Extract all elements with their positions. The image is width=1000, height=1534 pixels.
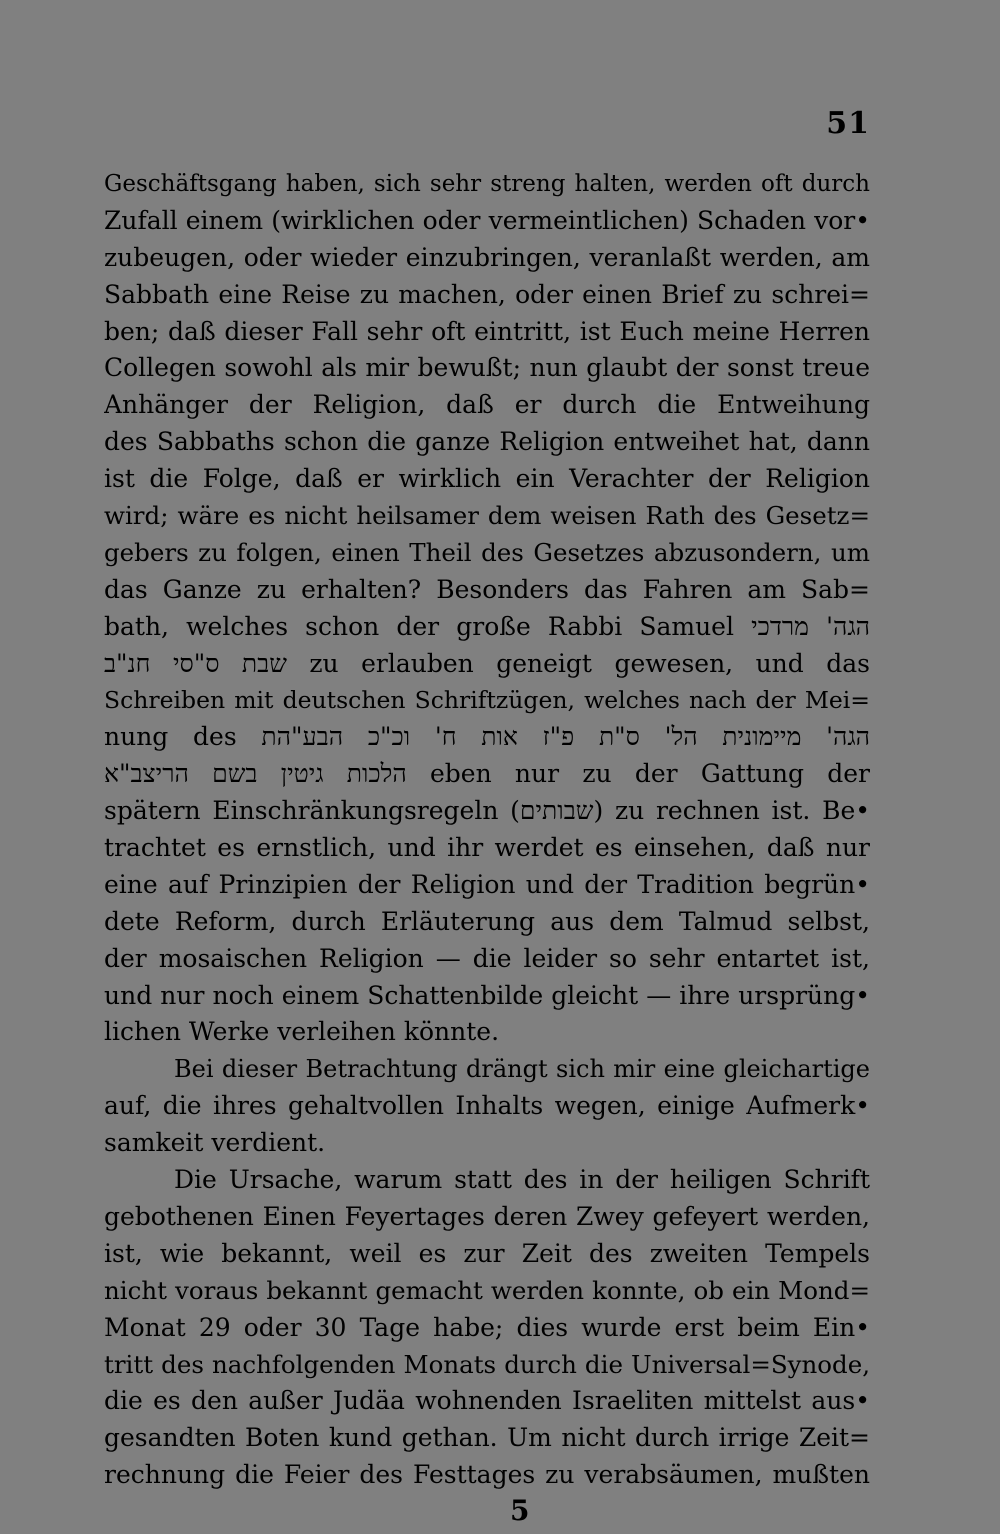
text-line: lichen Werke verleihen könnte. — [104, 1017, 500, 1047]
text-line: Bei dieser Betrachtung drängt sich mir eine gleichartige — [174, 1055, 870, 1084]
text-line: Collegen sowohl als mir bewußt; nun glaubt der sonst treue — [104, 353, 870, 383]
text-line: Die Ursache, warum statt des in der heiligen Schrift — [174, 1165, 870, 1195]
text-line: Schreiben mit deutschen Schriftzügen, welches nach der Mei= — [104, 686, 870, 715]
text-line: wird; wäre es nicht heilsamer dem weisen Rath des Gesetz= — [104, 501, 870, 531]
text-line: הלכות גיטין בשם הריצב"א eben nur zu der Gattung der — [104, 759, 870, 789]
page-number: 51 — [826, 106, 870, 141]
text-line: der mosaischen Religion — die leider so sehr entartet ist, — [104, 943, 870, 973]
text-line: spätern Einschränkungsregeln (שבותים) zu rechnen ist. Be• — [104, 796, 870, 826]
text-line: des Sabbaths schon die ganze Religion entweihet hat, dann — [104, 427, 870, 457]
text-line: שבת ס"סי חנ"ב zu erlauben geneigt gewesen, und das — [104, 648, 870, 678]
text-line: ist, wie bekannt, weil es zur Zeit des zweiten Tempels — [104, 1238, 870, 1268]
text-line: tritt des nachfolgenden Monats durch die Universal=Synode, — [104, 1349, 870, 1379]
text-line: Geschäftsgang haben, sich sehr streng halten, werden oft durch — [104, 171, 870, 197]
text-line: nicht voraus bekannt gemacht werden konnte, ob ein Mond= — [104, 1275, 870, 1305]
text-line: samkeit verdient. — [104, 1128, 326, 1158]
text-line: und nur noch einem Schattenbilde gleicht — ihre ursprüng• — [104, 980, 870, 1010]
text-line: Monat 29 oder 30 Tage habe; dies wurde erst beim Ein• — [104, 1312, 870, 1342]
text-line: das Ganze zu erhalten? Besonders das Fahren am Sab= — [104, 574, 870, 604]
sheet-signature-mark: 5 — [510, 1494, 530, 1527]
text-line: nung des הגה' מיימונית הל' ס"ת פ"ז אות ח' וכ"כ הבע"הת — [104, 722, 870, 752]
text-line: gebers zu folgen, einen Theil des Gesetzes abzusondern, um — [104, 537, 870, 567]
text-line: eine auf Prinzipien der Religion und der Tradition begrün• — [104, 869, 870, 899]
text-line: gebothenen Einen Feyertages deren Zwey gefeyert werden, — [104, 1201, 870, 1231]
text-line: die es den außer Judäa wohnenden Israeliten mittelst aus• — [104, 1386, 870, 1416]
text-line: Sabbath eine Reise zu machen, oder einen Brief zu schrei= — [104, 279, 870, 309]
text-line: bath, welches schon der große Rabbi Samuel הגה' מרדכי — [104, 611, 870, 641]
text-line: ben; daß dieser Fall sehr oft eintritt, ist Euch meine Herren — [104, 316, 870, 346]
text-line: gesandten Boten kund gethan. Um nicht durch irrige Zeit= — [104, 1423, 870, 1453]
text-line: dete Reform, durch Erläuterung aus dem Talmud selbst, — [104, 906, 870, 936]
text-line: Zufall einem (wirklichen oder vermeintlichen) Schaden vor• — [104, 205, 870, 235]
body-text — [104, 166, 870, 1494]
text-line: Anhänger der Religion, daß er durch die Entweihung — [104, 390, 870, 420]
text-line: rechnung die Feier des Festtages zu verabsäumen, mußten — [104, 1460, 870, 1490]
text-line: ist die Folge, daß er wirklich ein Verachter der Religion — [104, 464, 870, 494]
text-line: auf, die ihres gehaltvollen Inhalts wegen, einige Aufmerk• — [104, 1091, 870, 1121]
text-line: zubeugen, oder wieder einzubringen, veranlaßt werden, am — [104, 242, 870, 272]
text-line: trachtet es ernstlich, und ihr werdet es einsehen, daß nur — [104, 833, 870, 863]
